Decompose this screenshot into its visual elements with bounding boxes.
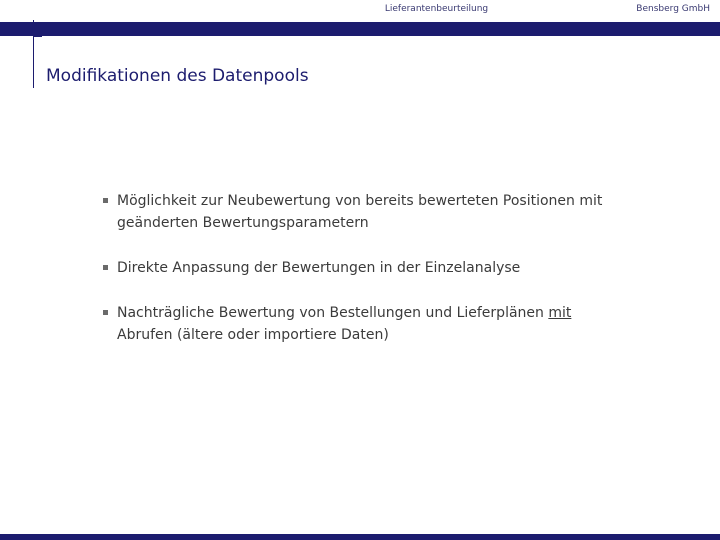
header-company: Bensberg GmbH (636, 4, 710, 14)
bullet-text-line: Nachträgliche Bewertung von Bestellungen und Lieferplänen (117, 305, 549, 321)
bottom-color-band (0, 534, 720, 540)
square-bullet-icon (103, 265, 108, 270)
top-color-band (0, 22, 720, 36)
bullet-text-line: Direkte Anpassung der Bewertungen in der Einzelanalyse (117, 260, 521, 276)
header-title: Lieferantenbeurteilung (384, 4, 489, 14)
bullet-list (102, 190, 622, 369)
title-vertical-rule (33, 20, 34, 88)
title-horizontal-rule (33, 36, 42, 37)
underlined-word: mit (548, 305, 572, 321)
bullet-text-line: Möglichkeit zur Neubewertung von bereits bewerteten Positionen mit (117, 193, 603, 209)
bullet-item (102, 302, 622, 346)
bullet-text-line: Abrufen (ältere oder importiere Daten) (117, 327, 389, 343)
bullet-item (102, 257, 622, 279)
bullet-text-line: geänderten Bewertungsparametern (117, 215, 369, 231)
bullet-item (102, 190, 622, 234)
square-bullet-icon (103, 310, 108, 315)
square-bullet-icon (103, 198, 108, 203)
slide-title: Modifikationen des Datenpools (46, 66, 309, 86)
